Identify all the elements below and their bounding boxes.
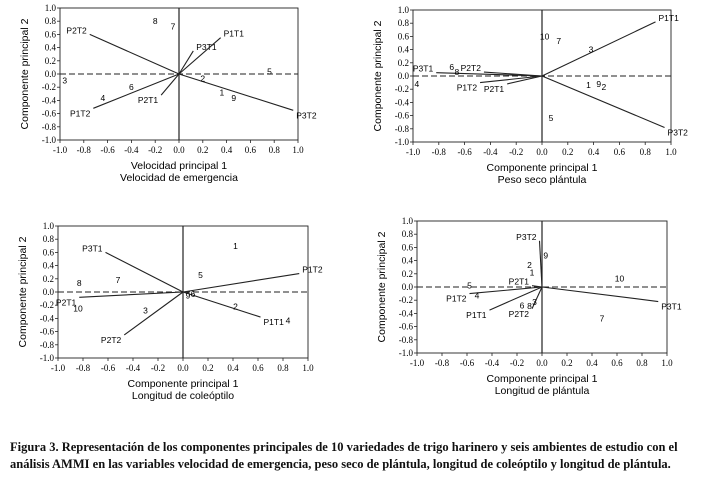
x-tick-label: 0.2 bbox=[197, 145, 209, 155]
y-tick-label: 0.8 bbox=[397, 18, 409, 29]
variety-label: 2 bbox=[233, 301, 238, 312]
variety-label: 7 bbox=[115, 275, 121, 286]
x-tick-label: -1.0 bbox=[405, 147, 421, 157]
variety-label: 1 bbox=[586, 80, 591, 91]
environment-label: P2T2 bbox=[100, 334, 122, 345]
variety-label: 1 bbox=[233, 240, 238, 251]
x-tick-label: -1.0 bbox=[52, 145, 68, 155]
variety-label: 6 bbox=[190, 288, 196, 299]
variety-label: 10 bbox=[539, 31, 550, 42]
variety-label: 1 bbox=[529, 267, 535, 278]
y-tick-label: -1.0 bbox=[394, 137, 409, 147]
x-axis-label: Componente principal 1 bbox=[127, 378, 239, 390]
figure-label: Figura 3. bbox=[10, 440, 59, 454]
x-tick-label: 0.4 bbox=[220, 145, 233, 155]
environment-label: P2T1 bbox=[55, 297, 77, 308]
environment-label: P1T2 bbox=[456, 82, 478, 93]
variety-label: 4 bbox=[285, 315, 291, 326]
y-tick-label: 1.0 bbox=[42, 221, 54, 231]
variety-label: 6 bbox=[449, 61, 455, 72]
environment-vector bbox=[470, 287, 543, 294]
x-tick-label: 0.0 bbox=[177, 363, 189, 373]
x-tick-label: 0.2 bbox=[561, 358, 573, 368]
environment-label: P3T1 bbox=[196, 41, 217, 52]
chart-panel-3 bbox=[17, 221, 323, 402]
y-tick-label: 0.4 bbox=[44, 42, 56, 53]
y-tick-label: 0.2 bbox=[401, 268, 413, 279]
x-tick-label: -0.6 bbox=[100, 363, 116, 373]
environment-label: P1T1 bbox=[658, 12, 679, 23]
environment-label: P1T2 bbox=[69, 108, 91, 119]
x-tick-label: 0.8 bbox=[639, 147, 651, 157]
environment-label: P2T2 bbox=[66, 25, 87, 36]
environment-vector bbox=[542, 287, 658, 302]
x-tick-label: -1.0 bbox=[50, 363, 66, 373]
y-tick-label: -1.0 bbox=[398, 348, 413, 358]
environment-vector bbox=[79, 292, 183, 297]
x-tick-label: 0.4 bbox=[587, 147, 600, 157]
x-tick-label: -0.4 bbox=[483, 147, 498, 157]
variety-label: 7 bbox=[170, 21, 176, 32]
variety-label: 8 bbox=[454, 67, 460, 78]
variety-label: 9 bbox=[185, 290, 191, 301]
y-tick-label: -0.2 bbox=[41, 82, 56, 93]
chart-panel-2 bbox=[372, 5, 688, 186]
environment-label: P3T2 bbox=[667, 127, 688, 138]
y-tick-label: 0.8 bbox=[401, 229, 413, 240]
y-tick-label: -0.4 bbox=[39, 313, 54, 324]
variety-label: 6 bbox=[519, 300, 525, 311]
x-tick-label: 0.4 bbox=[586, 358, 598, 368]
y-tick-label: -0.2 bbox=[394, 84, 409, 95]
x-tick-label: -0.6 bbox=[459, 358, 475, 368]
environment-label: P2T1 bbox=[508, 276, 529, 287]
x-tick-label: 0.0 bbox=[536, 147, 548, 157]
variety-label: 7 bbox=[556, 36, 562, 47]
environment-label: P3T1 bbox=[661, 301, 682, 312]
variety-label: 10 bbox=[614, 273, 625, 284]
variety-label: 3 bbox=[588, 44, 594, 55]
variety-label: 7 bbox=[599, 313, 605, 324]
variety-label: 4 bbox=[100, 92, 106, 103]
x-tick-label: -1.0 bbox=[409, 358, 425, 368]
x-tick-label: 0.6 bbox=[613, 147, 626, 157]
y-axis-label: Componente principal 2 bbox=[372, 20, 384, 132]
y-axis-label: Componente principal 2 bbox=[19, 18, 31, 130]
x-tick-label: -0.6 bbox=[100, 145, 115, 155]
y-tick-label: -0.6 bbox=[39, 326, 54, 337]
x-tick-label: 0.8 bbox=[277, 363, 289, 373]
y-tick-label: 0.0 bbox=[397, 71, 409, 81]
environment-label: P1T1 bbox=[263, 317, 284, 328]
environment-vector bbox=[480, 76, 542, 83]
variety-label: 5 bbox=[267, 66, 272, 77]
x-tick-label: 0.4 bbox=[227, 363, 239, 373]
x-tick-label: 0.8 bbox=[268, 145, 280, 155]
environment-label: P1T1 bbox=[466, 310, 487, 321]
environment-label: P2T1 bbox=[137, 95, 159, 106]
x-tick-label: 0.2 bbox=[562, 147, 574, 157]
y-tick-label: 0.8 bbox=[42, 234, 54, 245]
chart-subtitle: Longitud de coleóptilo bbox=[131, 390, 235, 402]
variety-label: 5 bbox=[198, 269, 203, 280]
y-tick-label: 0.2 bbox=[397, 57, 409, 68]
x-tick-label: -0.8 bbox=[75, 363, 91, 373]
chart-panel-4 bbox=[376, 216, 682, 397]
variety-label: 1 bbox=[219, 87, 225, 98]
environment-vector bbox=[106, 252, 184, 292]
y-tick-label: 0.6 bbox=[42, 247, 54, 258]
variety-label: 9 bbox=[231, 92, 237, 103]
y-tick-label: 0.2 bbox=[44, 55, 56, 66]
y-tick-label: 1.0 bbox=[401, 216, 413, 226]
y-tick-label: -0.8 bbox=[394, 123, 409, 134]
environment-label: P1T2 bbox=[446, 293, 467, 304]
environment-label: P3T2 bbox=[296, 110, 317, 121]
variety-label: 4 bbox=[474, 290, 480, 301]
y-axis-label: Componente principal 2 bbox=[376, 231, 388, 343]
x-tick-label: 1.0 bbox=[665, 147, 677, 157]
y-tick-label: -0.6 bbox=[41, 108, 56, 119]
environment-label: P1T2 bbox=[302, 264, 323, 275]
y-tick-label: 0.0 bbox=[401, 282, 413, 292]
chart-subtitle: Velocidad de emergencia bbox=[120, 172, 238, 184]
variety-label: 2 bbox=[200, 73, 206, 84]
variety-label: 3 bbox=[143, 305, 148, 316]
y-tick-label: -0.6 bbox=[394, 110, 409, 121]
x-tick-label: -0.4 bbox=[124, 145, 139, 155]
y-tick-label: -0.8 bbox=[39, 339, 54, 350]
y-tick-label: -0.8 bbox=[398, 334, 413, 345]
y-tick-label: 1.0 bbox=[44, 3, 56, 13]
x-tick-label: -0.4 bbox=[125, 363, 141, 373]
y-tick-label: -1.0 bbox=[39, 353, 54, 363]
y-tick-label: 0.2 bbox=[42, 273, 54, 284]
variety-label: 10 bbox=[73, 303, 83, 314]
x-tick-label: 0.0 bbox=[536, 358, 548, 368]
x-tick-label: -0.2 bbox=[509, 358, 525, 368]
y-tick-label: -0.4 bbox=[398, 308, 413, 319]
y-tick-label: 0.4 bbox=[42, 260, 54, 271]
variety-label: 8 bbox=[76, 277, 82, 288]
x-tick-label: 0.2 bbox=[202, 363, 214, 373]
figure-caption bbox=[10, 439, 710, 473]
x-tick-label: 1.0 bbox=[302, 363, 314, 373]
variety-label: 2 bbox=[601, 82, 607, 93]
x-tick-label: 1.0 bbox=[292, 145, 304, 155]
x-tick-label: -0.4 bbox=[484, 358, 500, 368]
environment-label: P2T1 bbox=[483, 83, 505, 94]
variety-label: 9 bbox=[596, 78, 602, 89]
environment-label: P3T2 bbox=[516, 231, 537, 242]
environment-label: P3T1 bbox=[412, 63, 434, 74]
variety-label: 8 bbox=[152, 16, 158, 27]
x-tick-label: 0.6 bbox=[244, 145, 257, 155]
x-tick-label: -0.2 bbox=[148, 145, 163, 155]
environment-vector bbox=[93, 74, 179, 108]
x-tick-label: 0.6 bbox=[252, 363, 264, 373]
variety-label: 3 bbox=[62, 75, 68, 86]
x-tick-label: -0.8 bbox=[431, 147, 446, 157]
variety-label: 4 bbox=[414, 78, 420, 89]
variety-label: 5 bbox=[548, 113, 554, 124]
environment-vector bbox=[532, 286, 542, 287]
x-tick-label: -0.8 bbox=[76, 145, 91, 155]
y-tick-label: -0.8 bbox=[41, 121, 56, 132]
variety-label: 3 bbox=[532, 297, 537, 308]
chart-panel-1 bbox=[19, 3, 317, 184]
y-tick-label: 0.6 bbox=[44, 29, 56, 40]
environment-vector bbox=[124, 292, 183, 335]
y-tick-label: 0.0 bbox=[42, 287, 54, 297]
y-tick-label: -0.2 bbox=[39, 300, 54, 311]
x-axis-label: Velocidad principal 1 bbox=[130, 160, 228, 172]
x-tick-label: 0.0 bbox=[173, 145, 185, 155]
variety-label: 5 bbox=[467, 280, 472, 291]
y-tick-label: -0.4 bbox=[41, 95, 56, 106]
figure-caption-text: Representación de los componentes principales de 10 variedades de trigo harinero y seis ambientes de estudio con el análisis AMMI en las variables velocidad de emergencia, peso seco de plántula, longitud de coleóptilo y longitud de plántula. bbox=[10, 440, 678, 471]
x-tick-label: -0.2 bbox=[150, 363, 166, 373]
chart-subtitle: Peso seco plántula bbox=[497, 174, 587, 186]
environment-vector bbox=[539, 22, 656, 76]
environment-vector bbox=[179, 74, 293, 110]
x-axis-label: Componente principal 1 bbox=[486, 373, 598, 385]
environment-vector bbox=[179, 51, 193, 74]
environment-vector bbox=[90, 34, 179, 74]
chart-subtitle: Longitud de plántula bbox=[494, 385, 590, 397]
x-tick-label: 0.6 bbox=[611, 358, 623, 368]
environment-label: P1T1 bbox=[223, 28, 244, 39]
variety-label: 8 bbox=[527, 301, 532, 312]
y-tick-label: 1.0 bbox=[397, 5, 409, 15]
environment-vector bbox=[507, 76, 542, 84]
y-tick-label: -0.6 bbox=[398, 321, 413, 332]
y-tick-label: 0.8 bbox=[44, 16, 56, 27]
y-tick-label: -1.0 bbox=[41, 135, 56, 145]
y-axis-label: Componente principal 2 bbox=[17, 236, 29, 348]
y-tick-label: -0.4 bbox=[394, 97, 409, 108]
x-tick-label: -0.8 bbox=[434, 358, 450, 368]
variety-label: 9 bbox=[543, 250, 549, 261]
y-tick-label: 0.4 bbox=[397, 44, 409, 55]
variety-label: 2 bbox=[527, 260, 532, 271]
y-tick-label: 0.6 bbox=[397, 31, 409, 42]
environment-label: P2T2 bbox=[460, 63, 481, 74]
variety-label: 6 bbox=[129, 82, 134, 93]
environment-label: P3T1 bbox=[82, 243, 103, 254]
y-tick-label: 0.4 bbox=[401, 255, 413, 266]
y-tick-label: 0.0 bbox=[44, 69, 56, 79]
x-tick-label: -0.6 bbox=[457, 147, 472, 157]
x-tick-label: -0.2 bbox=[509, 147, 524, 157]
y-tick-label: -0.2 bbox=[398, 295, 413, 306]
x-axis-label: Componente principal 1 bbox=[486, 162, 598, 174]
x-tick-label: 0.8 bbox=[636, 358, 648, 368]
y-tick-label: 0.6 bbox=[401, 242, 413, 253]
x-tick-label: 1.0 bbox=[661, 358, 673, 368]
environment-label: P2T2 bbox=[508, 308, 529, 319]
